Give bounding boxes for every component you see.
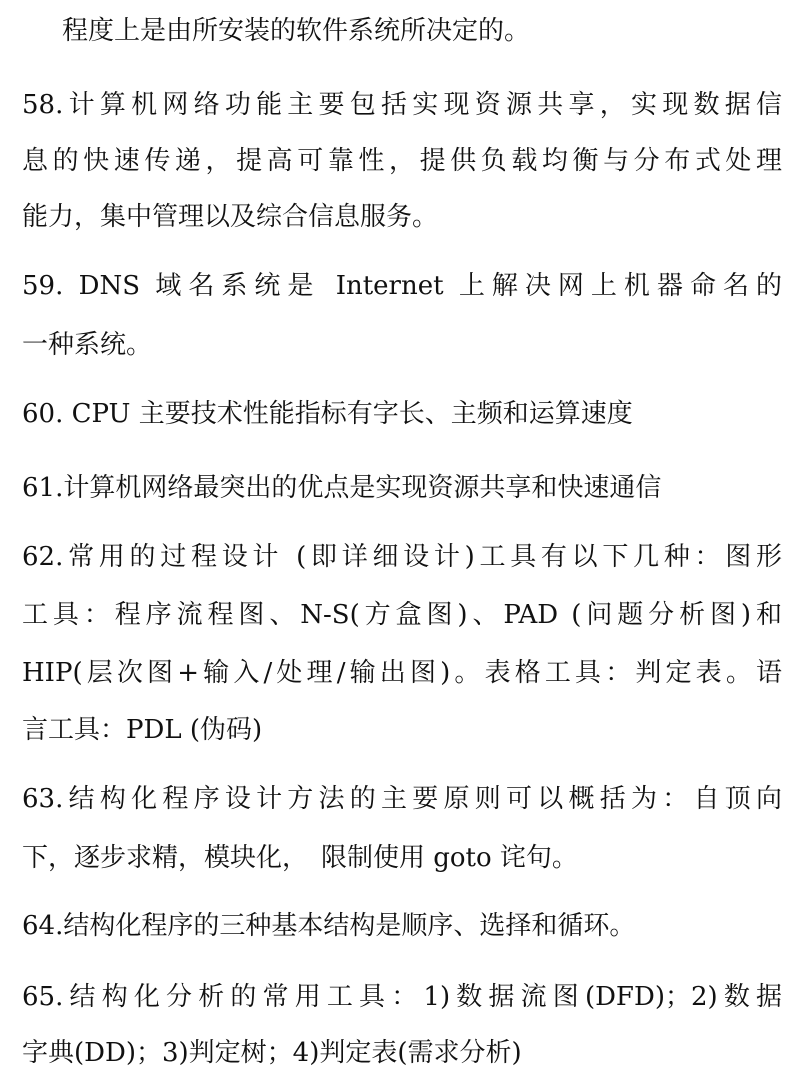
item-62-line-4: 言工具：PDL (伪码) [22, 715, 263, 745]
item-64-line-1: 64.结构化程序的三种基本结构是顺序、选择和循环。 [22, 911, 636, 941]
item-59-line-2: 一种系统。 [22, 330, 153, 360]
item-62-line-3: HIP(层次图+输入/处理/输出图)。表格工具：判定表。语 [22, 658, 782, 688]
text-line-continuation: 程度上是由所安装的软件系统所决定的。 [62, 16, 531, 46]
item-63-line-2: 下，逐步求精，模块化， 限制使用 goto 诧句。 [22, 843, 578, 873]
item-58-line-3: 能力，集中管理以及综合信息服务。 [22, 202, 439, 232]
item-63-line-1: 63.结构化程序设计方法的主要原则可以概括为：自顶向 [22, 784, 782, 814]
item-65-line-1: 65.结构化分析的常用工具：1)数据流图(DFD)；2)数据 [22, 982, 782, 1012]
item-65-line-2: 字典(DD)；3)判定树；4)判定表(需求分析) [22, 1038, 522, 1068]
item-61-line-1: 61.计算机网络最突出的优点是实现资源共享和快速通信 [22, 473, 662, 503]
item-62-line-2: 工具：程序流程图、N-S(方盒图)、PAD (问题分析图)和 [22, 600, 782, 630]
item-59-line-1: 59. DNS 域名系统是 Internet 上解决网上机器命名的 [22, 271, 782, 301]
item-58-line-1: 58.计算机网络功能主要包括实现资源共享，实现数据信 [22, 90, 782, 120]
item-62-line-1: 62.常用的过程设计 (即详细设计)工具有以下几种：图形 [22, 542, 782, 572]
item-60-line-1: 60. CPU 主要技术性能指标有字长、主频和运算速度 [22, 399, 633, 429]
item-58-line-2: 息的快速传递，提高可靠性，提供负载均衡与分布式处理 [22, 146, 782, 176]
